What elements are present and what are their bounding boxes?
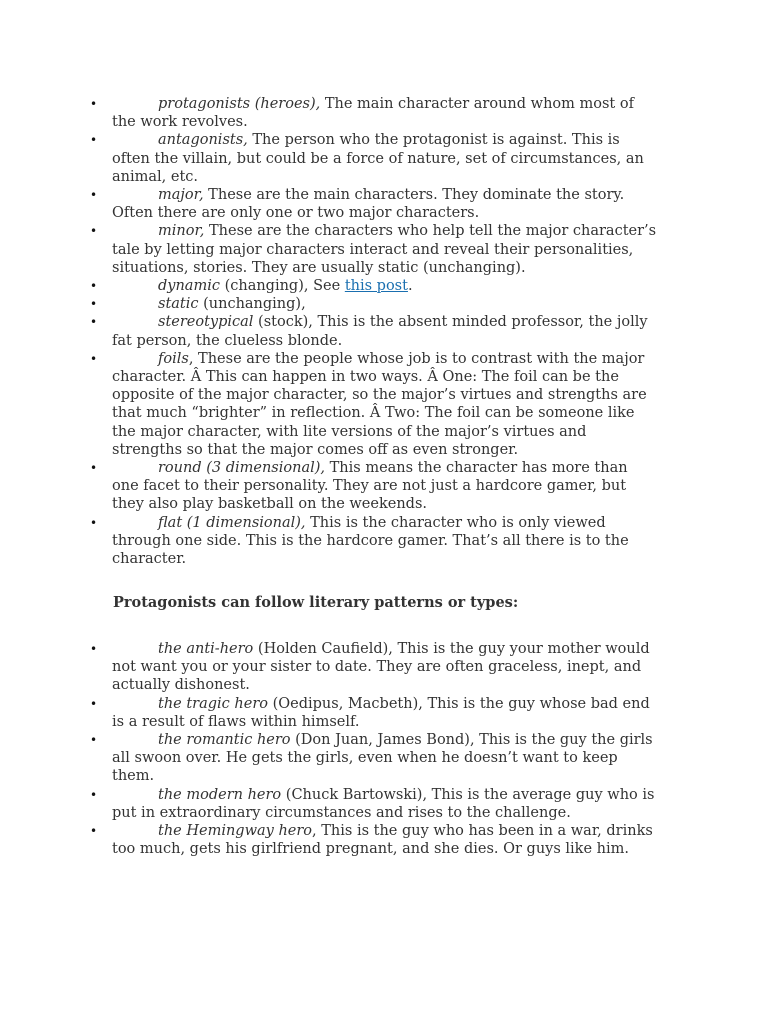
term-label: flat (1 dimensional),: [158, 514, 306, 531]
term-label: the anti-hero: [158, 641, 254, 657]
hero-type-item: [90, 786, 658, 822]
bullet-icon: •: [90, 824, 98, 839]
term-description: These are the main characters. They dominate the story. Often there are only one or two major characters.: [112, 187, 625, 222]
trailing-punctuation: .: [407, 278, 413, 295]
term-label: the tragic hero: [158, 695, 268, 712]
character-type-item: [90, 514, 658, 569]
bullet-icon: •: [90, 461, 98, 476]
term-label: major,: [158, 187, 204, 204]
term-description: (Oedipus, Macbeth), This is the guy whose bad end is a result of flaws within himself.: [112, 695, 650, 730]
hero-type-item: [90, 731, 658, 786]
character-type-item: [90, 131, 658, 186]
bullet-icon: •: [90, 224, 98, 239]
term-label: foils: [158, 350, 189, 367]
character-type-item: [90, 277, 658, 295]
term-description: The person who the protagonist is against. This is often the villain, but could be a force of nature, set of circumstances, an animal, etc.: [112, 132, 644, 185]
bullet-icon: •: [90, 279, 98, 294]
hero-types-list: [90, 640, 658, 858]
term-description: This is the character who is only viewed through one side. This is the hardcore gamer. That’s all there is to the character.: [112, 514, 629, 568]
term-description: These are the characters who help tell the major character’s tale by letting major characters interact and reveal their personalities, situations, stories. They are usually static (unchanging).: [112, 223, 657, 276]
bullet-icon: •: [90, 642, 98, 656]
bullet-icon: •: [90, 97, 98, 111]
term-label: the Hemingway hero: [158, 823, 313, 840]
bullet-icon: •: [90, 297, 98, 312]
bullet-icon: •: [90, 315, 98, 330]
term-label: the modern hero: [158, 786, 282, 803]
character-types-list: [90, 95, 658, 568]
character-type-item: [90, 459, 658, 514]
character-type-item: [90, 350, 658, 459]
term-description: (Holden Caufield), This is the guy your mother would not want you or your sister to date. They are often graceless, inept, and actually dishonest.: [112, 641, 650, 694]
bullet-icon: •: [90, 787, 98, 802]
character-type-item: [90, 313, 658, 349]
term-label: minor,: [158, 223, 205, 240]
hero-type-item: [90, 822, 658, 858]
bullet-icon: •: [90, 696, 98, 711]
term-label: static: [158, 296, 199, 313]
character-type-item: [90, 222, 658, 277]
term-label: stereotypical: [158, 314, 254, 331]
term-description: , These are the people whose job is to contrast with the major character. Â This can happen in two ways. Â One: The foil can be the opposite of the major character, so the major’s virtues and strengths are that much “brighter” in reflection. Â Two: The foil can be someone like the major character, with lite versions of the major’s virtues and strengths so that the major comes off as even stronger.: [112, 350, 647, 458]
term-description: (changing), See: [219, 278, 345, 295]
term-description: (unchanging),: [198, 296, 306, 313]
term-description: This means the character has more than one facet to their personality. They are not just a hardcore gamer, but they also play basketball on the weekends.: [112, 460, 628, 513]
bullet-icon: •: [90, 188, 98, 203]
bullet-icon: •: [90, 733, 98, 748]
hero-type-item: [90, 695, 658, 731]
term-description: (Chuck Bartowski), This is the average guy who is put in extraordinary circumstances and rises to the challenge.: [112, 786, 655, 821]
bullet-icon: •: [90, 351, 98, 366]
bullet-icon: •: [90, 515, 98, 530]
term-label: the romantic hero: [158, 732, 291, 749]
term-label: round (3 dimensional),: [158, 460, 326, 477]
term-description: (stock), This is the absent minded professor, the jolly fat person, the clueless blonde.: [112, 314, 648, 349]
term-description: , This is the guy who has been in a war, drinks too much, gets his girlfriend pregnant, and she dies. Or guys like him.: [112, 823, 653, 858]
term-label: dynamic: [158, 278, 220, 295]
hero-type-item: [90, 640, 658, 695]
this-post-link[interactable]: this post: [344, 278, 408, 295]
bullet-icon: •: [90, 133, 98, 148]
term-description: The main character around whom most of the work revolves.: [112, 96, 634, 131]
term-description: (Don Juan, James Bond), This is the guy the girls all swoon over. He gets the girls, even when he doesn’t want to keep them.: [112, 732, 653, 785]
term-label: protagonists (heroes),: [158, 96, 321, 112]
section-heading: Protagonists can follow literary patterns or types:: [113, 594, 519, 611]
character-type-item: [90, 186, 658, 222]
term-label: antagonists,: [158, 132, 248, 149]
character-type-item: [90, 295, 658, 313]
character-type-item: [90, 95, 658, 131]
